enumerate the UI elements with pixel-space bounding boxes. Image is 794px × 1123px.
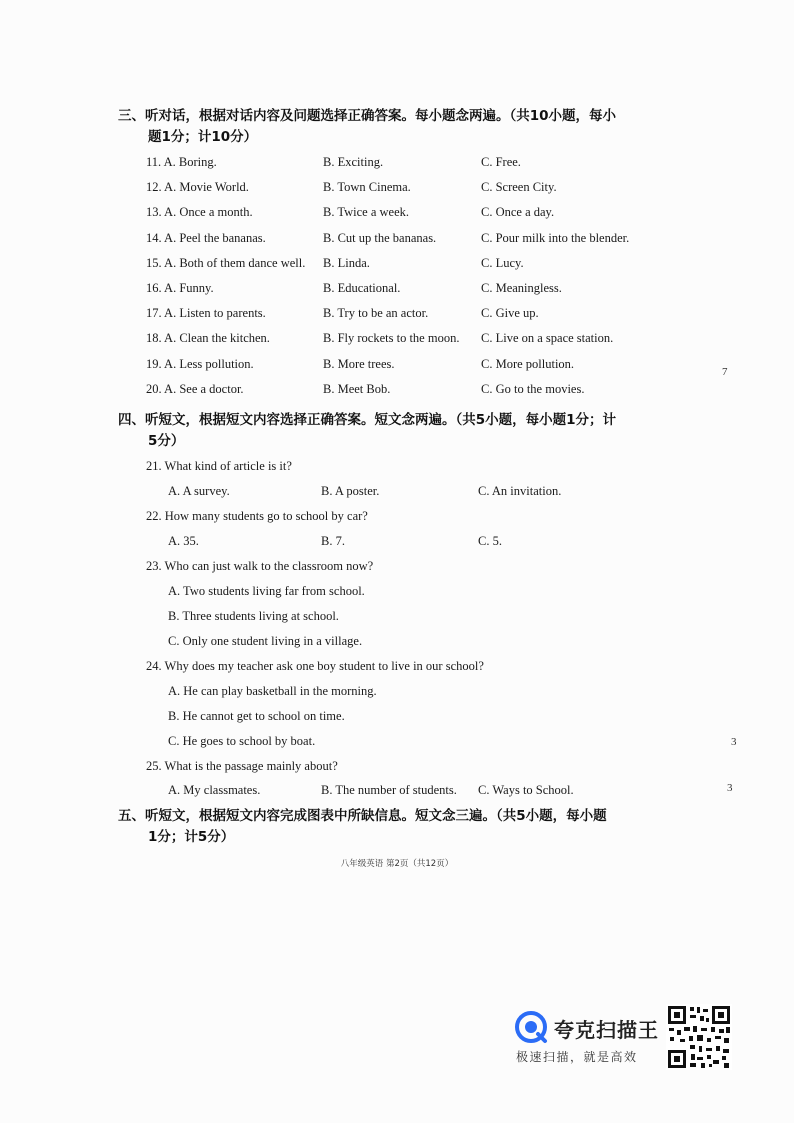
section-3-heading-line1: 三、听对话，根据对话内容及问题选择正确答案。每小题念两遍。（共10小题，每小 bbox=[118, 108, 617, 124]
option-c: C. Once a day. bbox=[481, 205, 555, 220]
question-22-options bbox=[168, 534, 688, 554]
option-a: 20. A. See a doctor. bbox=[146, 381, 244, 396]
question-row bbox=[146, 357, 706, 377]
question-row bbox=[146, 180, 706, 200]
question-21-stem: 21. What kind of article is it? bbox=[146, 459, 292, 473]
question-row bbox=[146, 155, 706, 175]
section-3-heading-line2: 题1分；计10分） bbox=[148, 129, 258, 145]
question-24-stem: 24. Why does my teacher ask one boy student to live in our school? bbox=[146, 659, 484, 673]
option-b: B. Twice a week. bbox=[323, 205, 410, 220]
section-4-heading bbox=[118, 410, 678, 452]
option-a: 11. A. Boring. bbox=[146, 155, 217, 169]
quark-logo-icon bbox=[514, 1010, 548, 1044]
section-5-heading-line2: 1分；计5分） bbox=[148, 829, 235, 845]
section-4-heading-line2: 5分） bbox=[148, 433, 185, 449]
option-b: B. Fly rockets to the moon. bbox=[323, 331, 460, 346]
option-a: 15. A. Both of them dance well. bbox=[146, 255, 306, 270]
option-c: C. Lucy. bbox=[481, 255, 524, 270]
option-a: A. 35. bbox=[168, 534, 199, 548]
option-b: B. Try to be an actor. bbox=[323, 306, 429, 321]
question-23-option-b: B. Three students living at school. bbox=[168, 609, 339, 623]
option-a: A. My classmates. bbox=[168, 783, 261, 797]
margin-mark-1: 7 bbox=[722, 366, 728, 378]
question-25-options bbox=[168, 783, 688, 803]
section-3-heading bbox=[118, 106, 678, 148]
question-row bbox=[146, 231, 706, 251]
qr-code-icon bbox=[666, 1004, 732, 1070]
question-row bbox=[146, 205, 706, 225]
option-c: C. An invitation. bbox=[478, 484, 562, 498]
option-a: 16. A. Funny. bbox=[146, 281, 214, 295]
page-footer: 八年级英语 第2页（共12页） bbox=[340, 859, 454, 869]
option-c: C. Live on a space station. bbox=[481, 331, 614, 346]
option-b: B. Cut up the bananas. bbox=[323, 230, 437, 245]
option-b: B. More trees. bbox=[323, 356, 395, 371]
question-row bbox=[146, 281, 706, 301]
option-c: C. Ways to School. bbox=[478, 783, 574, 797]
scanner-title: 夸克扫描王 bbox=[554, 1018, 659, 1042]
question-24-option-c: C. He goes to school by boat. bbox=[168, 734, 316, 748]
option-c: C. Meaningless. bbox=[481, 281, 562, 295]
option-c: C. Give up. bbox=[481, 306, 539, 321]
option-b: B. The number of students. bbox=[321, 783, 457, 797]
question-row bbox=[146, 382, 706, 402]
option-c: C. Screen City. bbox=[481, 180, 557, 195]
option-a: A. A survey. bbox=[168, 484, 230, 498]
question-23-option-a: A. Two students living far from school. bbox=[168, 584, 365, 598]
question-23-stem: 23. Who can just walk to the classroom now? bbox=[146, 559, 374, 573]
section-5-heading bbox=[118, 806, 678, 848]
question-25-stem: 25. What is the passage mainly about? bbox=[146, 759, 338, 773]
option-c: C. Go to the movies. bbox=[481, 381, 585, 396]
option-c: C. Free. bbox=[481, 155, 521, 169]
question-row bbox=[146, 256, 706, 276]
scanner-watermark bbox=[514, 1010, 664, 1070]
option-b: B. Exciting. bbox=[323, 155, 384, 169]
question-row bbox=[146, 306, 706, 326]
question-row bbox=[146, 331, 706, 351]
option-a: 18. A. Clean the kitchen. bbox=[146, 331, 270, 346]
option-a: 12. A. Movie World. bbox=[146, 180, 249, 195]
option-b: B. Linda. bbox=[323, 255, 370, 270]
question-24-option-b: B. He cannot get to school on time. bbox=[168, 709, 345, 723]
margin-mark-2: 3 bbox=[731, 736, 737, 748]
section-4-heading-line1: 四、听短文，根据短文内容选择正确答案。短文念两遍。（共5小题，每小题1分；计 bbox=[118, 412, 617, 428]
option-b: B. Educational. bbox=[323, 281, 401, 295]
option-a: 17. A. Listen to parents. bbox=[146, 306, 266, 321]
option-a: 14. A. Peel the bananas. bbox=[146, 230, 266, 245]
section-5-heading-line1: 五、听短文，根据短文内容完成图表中所缺信息。短文念三遍。（共5小题，每小题 bbox=[118, 808, 607, 824]
option-b: B. A poster. bbox=[321, 484, 380, 498]
option-b: B. Meet Bob. bbox=[323, 381, 391, 396]
option-b: B. Town Cinema. bbox=[323, 180, 411, 195]
margin-mark-3: 3 bbox=[727, 782, 733, 794]
question-21-options bbox=[168, 484, 688, 504]
scanner-subtitle: 极速扫描，就是高效 bbox=[516, 1050, 638, 1064]
question-24-option-a: A. He can play basketball in the morning. bbox=[168, 684, 377, 698]
option-a: 13. A. Once a month. bbox=[146, 205, 253, 220]
option-c: C. 5. bbox=[478, 534, 502, 548]
option-a: 19. A. Less pollution. bbox=[146, 356, 254, 371]
question-23-option-c: C. Only one student living in a village. bbox=[168, 634, 363, 648]
option-b: B. 7. bbox=[321, 534, 345, 548]
question-22-stem: 22. How many students go to school by car? bbox=[146, 509, 368, 523]
option-c: C. More pollution. bbox=[481, 356, 575, 371]
option-c: C. Pour milk into the blender. bbox=[481, 230, 630, 245]
